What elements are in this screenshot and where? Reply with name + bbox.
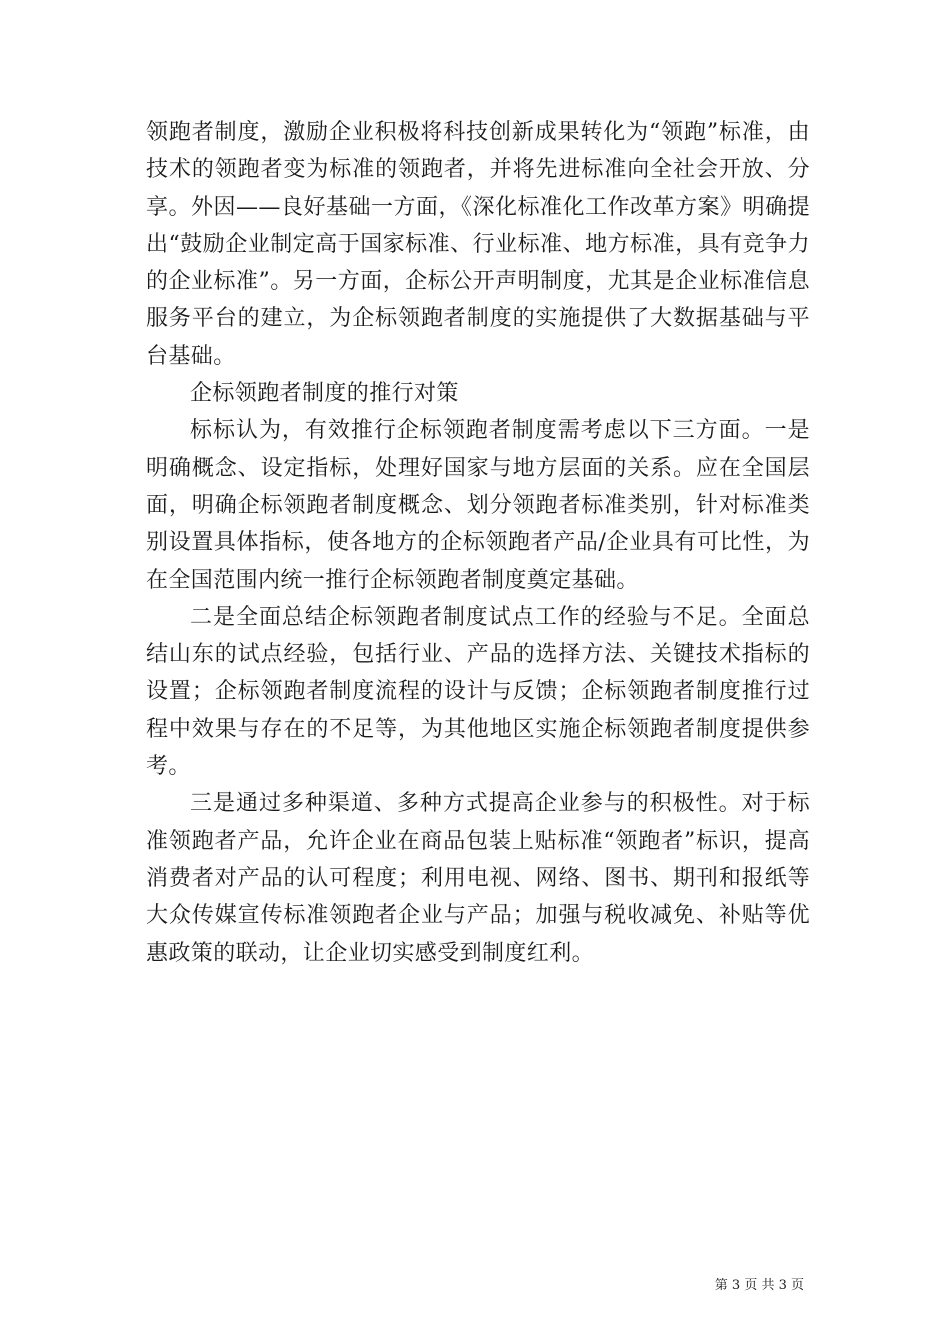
page-number-footer: 第 3 页 共 3 页 <box>714 1278 804 1293</box>
paragraph-point-one: 标标认为，有效推行企标领跑者制度需考虑以下三方面。一是明确概念、设定指标，处理好国家与地方层面的关系。应在全国层面，明确企标领跑者制度概念、划分领跑者标准类别，针对标准类别设置具体指标，使各地方的企标领跑者产品/企业具有可比性，为在全国范围内统一推行企标领跑者制度奠定基础。 <box>146 418 810 593</box>
document-body <box>146 114 810 972</box>
paragraph-point-three: 三是通过多种渠道、多种方式提高企业参与的积极性。对于标准领跑者产品，允许企业在商品包装上贴标准“领跑者”标识，提高消费者对产品的认可程度；利用电视、网络、图书、期刊和报纸等大众传媒宣传标准领跑者企业与产品；加强与税收减免、补贴等优惠政策的联动，让企业切实感受到制度红利。 <box>146 791 810 966</box>
paragraph-continuation: 领跑者制度，激励企业积极将科技创新成果转化为“领跑”标准，由技术的领跑者变为标准的领跑者，并将先进标准向全社会开放、分享。外因——良好基础一方面，《深化标准化工作改革方案》明确提出“鼓励企业制定高于国家标准、行业标准、地方标准，具有竞争力的企业标准”。另一方面，企标公开声明制度，尤其是企业标准信息服务平台的建立，为企标领跑者制度的实施提供了大数据基础与平台基础。 <box>146 120 810 369</box>
section-heading: 企标领跑者制度的推行对策 <box>190 381 459 407</box>
paragraph-point-two: 二是全面总结企标领跑者制度试点工作的经验与不足。全面总结山东的试点经验，包括行业、产品的选择方法、关键技术指标的设置；企标领跑者制度流程的设计与反馈；企标领跑者制度推行过程中效果与存在的不足等，为其他地区实施企标领跑者制度提供参考。 <box>146 604 810 780</box>
